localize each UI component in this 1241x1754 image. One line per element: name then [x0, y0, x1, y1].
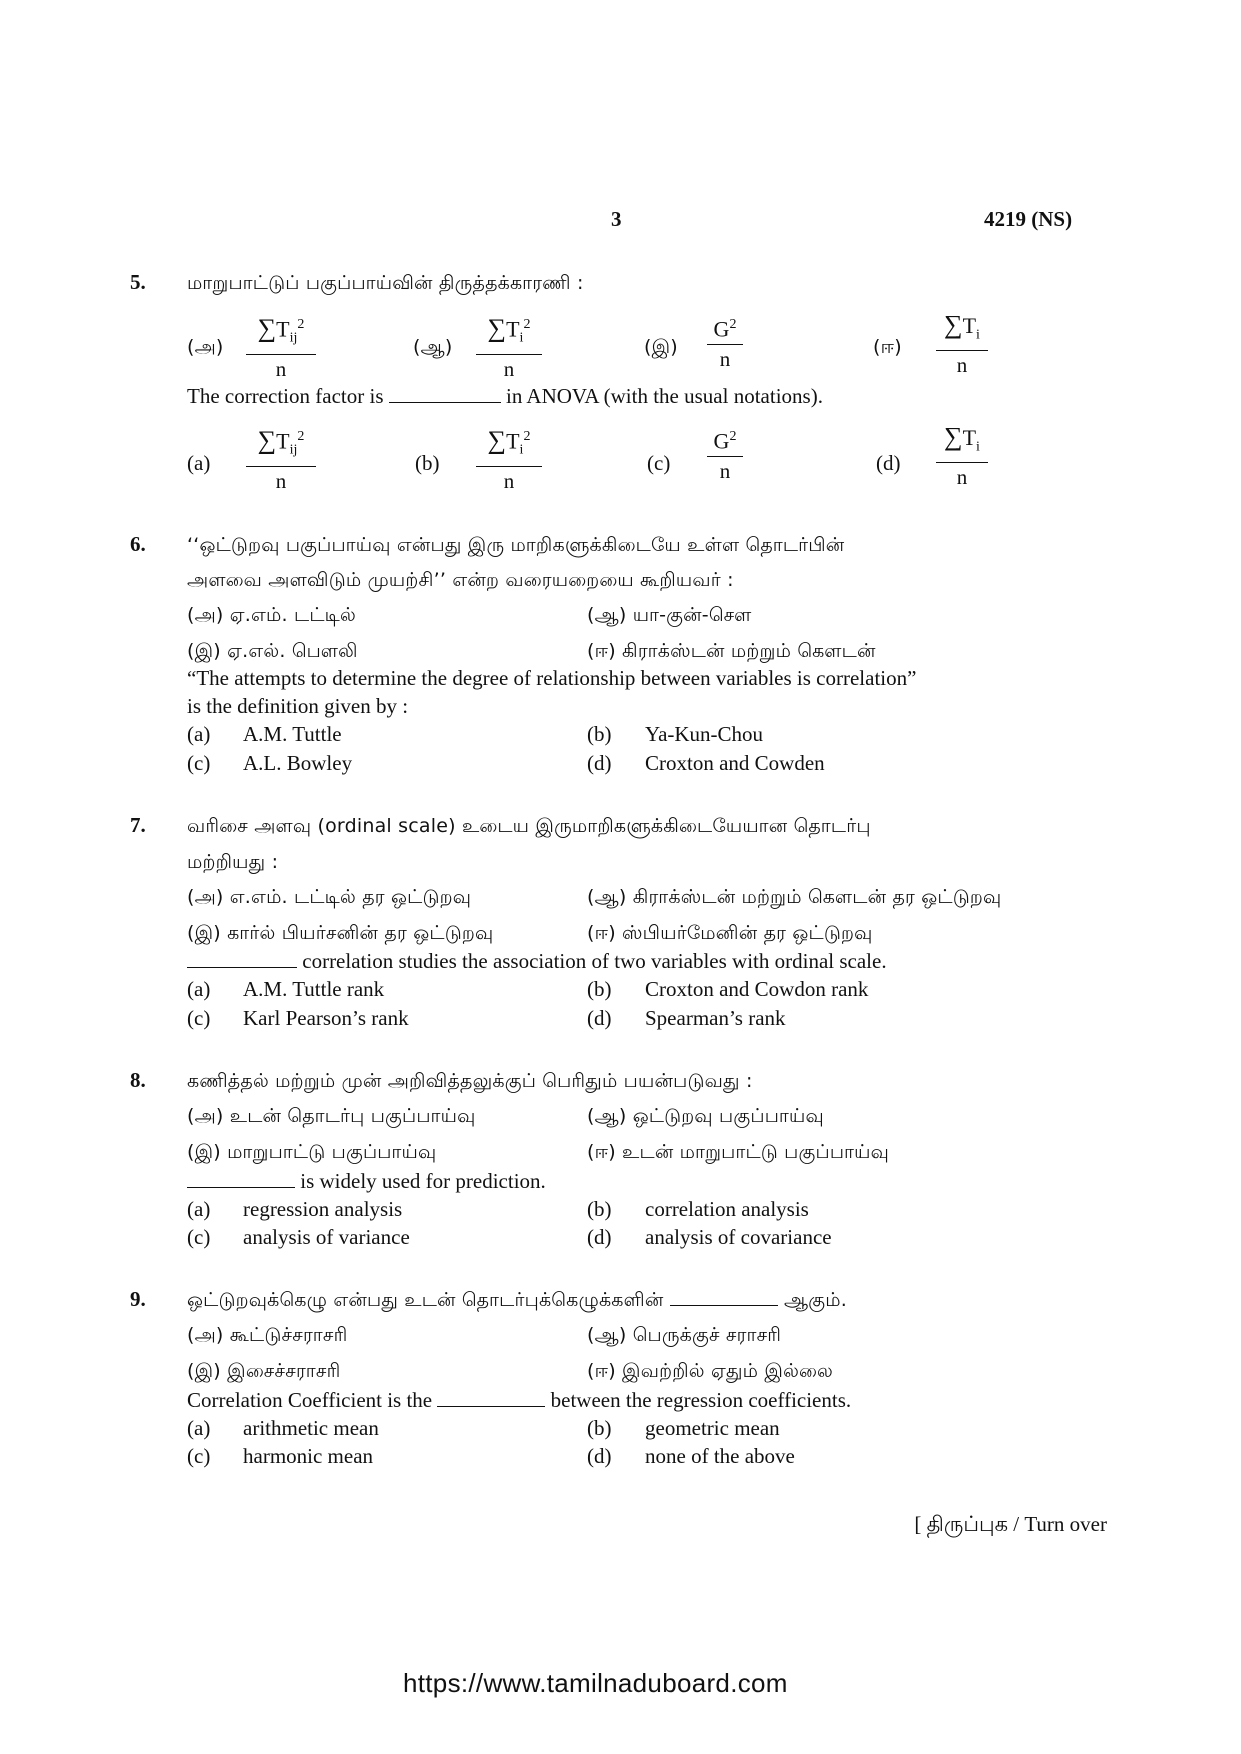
option-tamil: (இ) கார்ல் பியர்சனின் தர ஒட்டுறவு — [187, 922, 494, 944]
option-label: (a) — [187, 977, 211, 1001]
paper-code: 4219 (NS) — [984, 207, 1073, 231]
option-tamil: (அ) உடன் தொடர்பு பகுப்பாய்வு — [187, 1105, 476, 1127]
formula-sum-ti-squared: $\sum T_i^2$ n — [474, 310, 544, 383]
question-text-english: “The attempts to determine the degree of relationship between variables is correlation” — [187, 666, 917, 690]
option-label: (b) — [587, 1416, 612, 1440]
question-text-english: is widely used for prediction. — [187, 1169, 546, 1194]
option-text: analysis of variance — [243, 1225, 410, 1249]
option-label: (c) — [187, 1006, 211, 1030]
option-text: regression analysis — [243, 1197, 403, 1221]
option-label: (c) — [187, 1225, 211, 1249]
option-text: none of the above — [645, 1444, 795, 1468]
question-text-tamil: மற்றியது : — [187, 851, 279, 873]
option-label: (a) — [187, 1416, 211, 1440]
option-text: Croxton and Cowden — [645, 751, 825, 775]
question-text-tamil: மாறுபாட்டுப் பகுப்பாய்வின் திருத்தக்காரணி : — [187, 272, 584, 294]
formula-sum-ti-squared: $\sum T_i^2$ n — [474, 422, 544, 495]
option-label: (c) — [187, 1444, 211, 1468]
formula-g-squared: $G^2$ n — [705, 422, 745, 485]
option-tamil: (ஈ) கிராக்ஸ்டன் மற்றும் கௌடன் — [587, 640, 876, 662]
question-number: 9. — [130, 1287, 146, 1311]
option-label: (a) — [187, 722, 211, 746]
option-label: (d) — [876, 451, 901, 475]
option-tamil: (இ) மாறுபாட்டு பகுப்பாய்வு — [187, 1141, 437, 1163]
question-text-tamil: அளவை அளவிடும் முயற்சி’’ என்ற வரையறையை கூறியவர் : — [187, 569, 734, 591]
option-label: (அ) — [187, 336, 224, 358]
option-text: geometric mean — [645, 1416, 780, 1440]
option-text: analysis of covariance — [645, 1225, 832, 1249]
option-label: (a) — [187, 1197, 211, 1221]
option-label: (d) — [587, 1006, 612, 1030]
formula-g-squared: $G^2$ n — [705, 310, 745, 373]
source-url[interactable]: https://www.tamilnaduboard.com — [403, 1668, 788, 1698]
option-tamil: (இ) இசைச்சராசரி — [187, 1360, 341, 1382]
formula-sum-tij-squared: $\sum T_{ij}^2$ n — [244, 422, 318, 495]
option-tamil: (அ) எ.எம். டட்டில் தர ஒட்டுறவு — [187, 886, 472, 908]
option-label: (b) — [415, 451, 440, 475]
option-tamil: (ஈ) உடன் மாறுபாட்டு பகுப்பாய்வு — [587, 1141, 889, 1163]
formula-sum-ti: $\sum T_i$ n — [934, 310, 990, 379]
formula-sum-ti: $\sum T_i$ n — [934, 422, 990, 491]
option-text: Croxton and Cowdon rank — [645, 977, 869, 1001]
option-tamil: (ஈ) இவற்றில் ஏதும் இல்லை — [587, 1360, 834, 1382]
option-label: (ஆ) — [413, 336, 453, 358]
option-label: (இ) — [644, 336, 678, 358]
question-text-english: correlation studies the association of two variables with ordinal scale. — [187, 949, 887, 974]
option-text: A.M. Tuttle rank — [243, 977, 385, 1001]
page-number: 3 — [611, 207, 622, 231]
question-number: 7. — [130, 813, 146, 837]
formula-sum-tij-squared: $\sum T_{ij}^2$ n — [244, 310, 318, 383]
question-text-tamil: வரிசை அளவு (ordinal scale) உடைய இருமாறிகளுக்கிடையேயான தொடர்பு — [187, 815, 871, 837]
question-text-tamil: ‘‘ஒட்டுறவு பகுப்பாய்வு என்பது இரு மாறிகளுக்கிடையே உள்ள தொடர்பின் — [187, 534, 845, 556]
question-number: 8. — [130, 1068, 146, 1092]
option-text: Spearman’s rank — [645, 1006, 786, 1030]
option-tamil: (அ) ஏ.எம். டட்டில் — [187, 604, 356, 626]
option-label: (c) — [187, 751, 211, 775]
question-text-tamil: ஒட்டுறவுக்கெழு என்பது உடன் தொடர்புக்கெழுக்களின் ஆகும். — [187, 1289, 847, 1311]
option-label: (b) — [587, 977, 612, 1001]
option-label: (a) — [187, 451, 211, 475]
option-label: (d) — [587, 1444, 612, 1468]
option-label: (d) — [587, 1225, 612, 1249]
option-text: harmonic mean — [243, 1444, 374, 1468]
option-label: (d) — [587, 751, 612, 775]
option-tamil: (ஆ) கிராக்ஸ்டன் மற்றும் கௌடன் தர ஒட்டுறவு — [587, 886, 1002, 908]
option-label: (b) — [587, 722, 612, 746]
option-tamil: (அ) கூட்டுச்சராசரி — [187, 1324, 348, 1346]
question-text-english: The correction factor is in ANOVA (with the usual notations). — [187, 384, 823, 408]
question-text-english: Correlation Coefficient is the between the regression coefficients. — [187, 1388, 852, 1412]
option-tamil: (இ) ஏ.எல். பௌலி — [187, 640, 358, 662]
option-text: A.M. Tuttle — [243, 722, 342, 746]
option-text: arithmetic mean — [243, 1416, 379, 1440]
option-text: Ya-Kun-Chou — [645, 722, 764, 746]
option-tamil: (ஆ) பெருக்குச் சராசரி — [587, 1324, 782, 1346]
option-text: Karl Pearson’s rank — [243, 1006, 409, 1030]
option-text: A.L. Bowley — [243, 751, 353, 775]
question-number: 5. — [130, 270, 146, 294]
option-label: (b) — [587, 1197, 612, 1221]
option-tamil: (ஆ) ஒட்டுறவு பகுப்பாய்வு — [587, 1105, 824, 1127]
question-number: 6. — [130, 532, 146, 556]
option-tamil: (ஈ) ஸ்பியர்மேனின் தர ஒட்டுறவு — [587, 922, 873, 944]
option-tamil: (ஆ) யா-குன்-சௌ — [587, 604, 752, 626]
option-label: (ஈ) — [873, 336, 902, 358]
option-label: (c) — [647, 451, 671, 475]
turn-over-note: [ திருப்புக / Turn over — [914, 1512, 1107, 1536]
question-text-english: is the definition given by : — [187, 694, 409, 718]
option-text: correlation analysis — [645, 1197, 809, 1221]
question-text-tamil: கணித்தல் மற்றும் முன் அறிவித்தலுக்குப் பெரிதும் பயன்படுவது : — [187, 1070, 753, 1092]
